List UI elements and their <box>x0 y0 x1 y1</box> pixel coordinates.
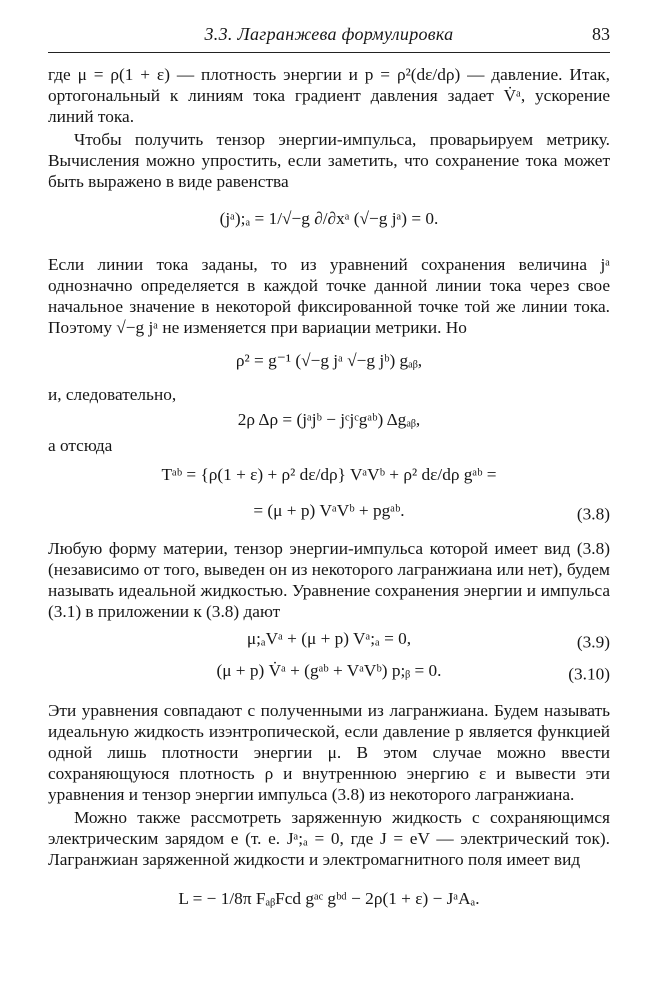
equation-3-9 <box>48 628 610 656</box>
equation-text: (jᵃ);ₐ = 1/√−g ∂/∂xᵃ (√−g jᵃ) = 0. <box>219 209 439 228</box>
equation-number-3-9: (3.9) <box>576 632 610 652</box>
equation-rho-variation <box>48 409 610 435</box>
equation-3-8-line-2 <box>48 500 610 528</box>
equation-text: Tᵃᵇ = {ρ(1 + ε) + ρ² dε/dρ} VᵃVᵇ + ρ² dε/dρ gᵃᵇ = <box>161 465 497 484</box>
paragraph-ideal-fluid: Любую форму материи, тензор энергии-импульса которой имеет вид (3.8) (независимо от того, выведен он из некоторого лагранжиана или нет), будем называть идеальной жидкостью. Уравнение сохранения энергии и импульса (3.1) в приложении к (3.8) дают <box>48 539 610 621</box>
equation-current-conservation <box>48 202 610 244</box>
equation-text: = (μ + p) VᵃVᵇ + pgᵃᵇ. <box>253 501 405 520</box>
paragraph-isentropic: Эти уравнения совпадают с полученными из лагранжиана. Будем называть идеальную жидкость изэнтропической, если давление p является функцией одной лишь плотности энергии μ. В этом случае можно ввести сохраняющуюся плотность ρ и внутреннюю энергию ε и вывести эти уравнения и тензор энергии импульса (3.8) из некоторого лагранжиана. <box>48 701 610 804</box>
paragraph-streamlines: Если линии тока заданы, то из уравнений сохранения величина jᵃ однозначно определяется в каждой точке данной линии тока через свое начальное значение в некоторой фиксированной точке той же линии тока. Поэтому √−g jᵃ не изменяется при вариации метрики. Но <box>48 255 610 337</box>
equation-text: ρ² = g⁻¹ (√−g jᵃ √−g jᵇ) gₐᵦ, <box>235 351 423 370</box>
paragraph-variation: Чтобы получить тензор энергии-импульса, проварьируем метрику. Вычисления можно упростить, если заметить, что сохранение тока может быть выражено в виде равенства <box>48 130 610 191</box>
equation-text: L = − 1/8π FₐᵦFcd gᵃᶜ gᵇᵈ − 2ρ(1 + ε) − JᵃAₐ. <box>178 889 480 908</box>
equation-rho-squared <box>48 350 610 376</box>
equation-lagrangian <box>48 882 610 918</box>
equation-number-3-10: (3.10) <box>568 664 610 684</box>
equation-text: (μ + p) V̇ᵃ + (gᵃᵇ + VᵃVᵇ) p;ᵦ = 0. <box>216 661 442 680</box>
paragraph-charged-fluid: Можно также рассмотреть заряженную жидкость с сохраняющимся электрическим зарядом e (т. е. Jᵃ;ₐ = 0, где J = eV — электрический ток). Лагранжиан заряженной жидкости и электромагнитного поля имеет вид <box>48 808 610 869</box>
paragraph-pressure: где μ = ρ(1 + ε) — плотность энергии и p = ρ²(dε/dρ) — давление. Итак, ортогональный к линиям тока градиент давления задает V̇ᵃ, ускорение линий тока. <box>48 65 610 126</box>
paragraph-thus: а отсюда <box>48 436 113 455</box>
paragraph-hence: и, следовательно, <box>48 385 177 404</box>
running-header <box>48 22 610 53</box>
equation-3-10 <box>48 660 610 688</box>
equation-number-3-8: (3.8) <box>576 504 610 524</box>
equation-text: μ;ₐVᵃ + (μ + p) Vᵃ;ₐ = 0, <box>246 629 412 648</box>
equation-text: 2ρ Δρ = (jᵃjᵇ − jᶜjᶜgᵃᵇ) Δgₐᵦ, <box>237 410 421 429</box>
section-title: 3.3. Лагранжева формулировка <box>204 24 454 44</box>
main-text <box>48 64 610 918</box>
equation-3-8-line-1 <box>48 464 610 498</box>
page-number: 83 <box>592 24 610 44</box>
